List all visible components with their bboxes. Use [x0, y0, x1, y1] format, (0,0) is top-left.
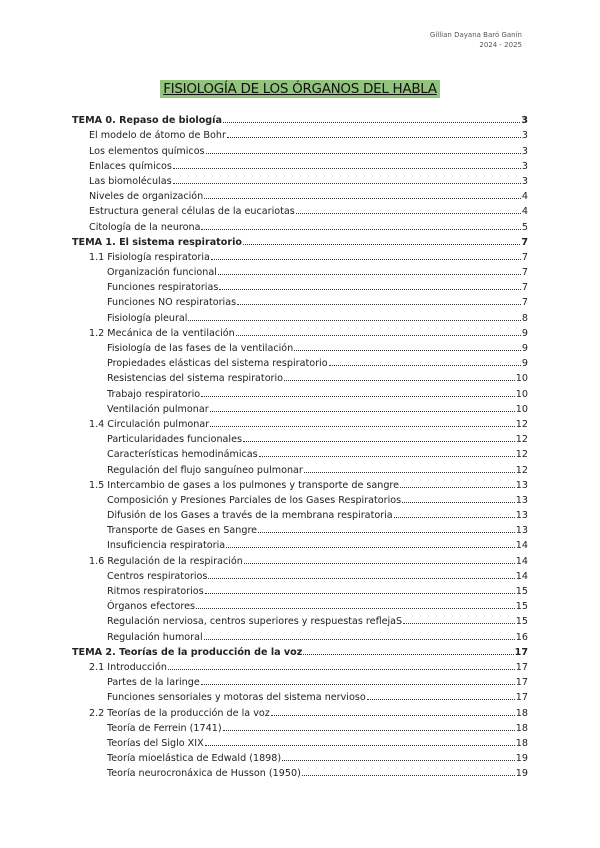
toc-entry-label: Funciones sensoriales y motoras del sistema nervioso [107, 692, 366, 704]
toc-entry-label: Organización funcional [107, 267, 217, 279]
toc-page-number: 9 [521, 343, 528, 354]
toc-section-entry[interactable] [72, 141, 528, 156]
toc-section-entry[interactable] [72, 126, 528, 141]
toc-dot-leader [294, 350, 521, 351]
toc-page-number: 14 [515, 555, 528, 567]
toc-page-number: 12 [515, 464, 528, 476]
toc-entry-label: Citología de la neurona [89, 221, 201, 233]
toc-page-number: 7 [521, 282, 528, 294]
toc-dot-leader [196, 608, 515, 609]
toc-entry-label: Regulación humoral [107, 631, 203, 643]
toc-subsection-entry[interactable] [72, 430, 528, 445]
toc-dot-leader [284, 380, 515, 381]
toc-dot-leader [243, 441, 515, 442]
toc-entry-label: 1.1 Fisiología respiratoria [89, 251, 210, 263]
toc-subsection-entry[interactable] [72, 582, 528, 597]
toc-chapter-entry[interactable] [72, 643, 528, 658]
toc-entry-label: Teoría mioelástica de Edwald (1898) [107, 753, 282, 765]
toc-page-number: 12 [515, 449, 528, 461]
toc-entry-label: Ritmos respiratorios [107, 586, 204, 597]
toc-entry-label: Órganos efectores [107, 601, 196, 613]
toc-section-entry[interactable] [72, 415, 528, 430]
toc-page-number: 5 [521, 221, 528, 233]
title-text: FISIOLOGÍA DE LOS ÓRGANOS DEL HABLA [160, 80, 440, 98]
toc-page-number: 13 [515, 510, 528, 522]
toc-section-entry[interactable] [72, 324, 528, 339]
toc-entry-label: Fisiología de las fases de la ventilación [107, 343, 294, 354]
toc-dot-leader [201, 229, 520, 230]
toc-dot-leader [205, 593, 515, 594]
toc-page-number: 7 [521, 251, 528, 263]
toc-page-number: 15 [515, 616, 528, 628]
document-header [430, 30, 522, 50]
toc-entry-label: Niveles de organización [89, 191, 204, 203]
toc-subsection-entry[interactable] [72, 263, 528, 278]
toc-subsection-entry[interactable] [72, 764, 528, 779]
toc-page-number: 15 [515, 601, 528, 613]
toc-page-number: 18 [515, 737, 528, 749]
toc-dot-leader [173, 183, 521, 184]
toc-dot-leader [302, 775, 515, 776]
toc-page-number: 14 [515, 570, 528, 582]
toc-page-number: 8 [521, 312, 528, 324]
toc-page-number: 13 [515, 494, 528, 506]
toc-dot-leader [223, 730, 515, 731]
toc-subsection-entry[interactable] [72, 688, 528, 703]
toc-page-number: 7 [521, 267, 528, 279]
toc-entry-label: Enlaces químicos [89, 160, 172, 172]
toc-subsection-entry[interactable] [72, 491, 528, 506]
toc-chapter-entry[interactable] [72, 233, 528, 248]
toc-entry-label: Difusión de los Gases a través de la membrana respiratoria [107, 510, 393, 522]
toc-entry-label: Estructura general células de la eucariotas [89, 206, 295, 218]
toc-dot-leader [223, 122, 520, 123]
toc-entry-label: 2.2 Teorías de la producción de la voz [89, 707, 270, 719]
toc-page-number: 19 [515, 768, 528, 780]
toc-page-number: 3 [521, 130, 528, 142]
toc-page-number: 16 [515, 631, 528, 643]
toc-section-entry[interactable] [72, 551, 528, 566]
toc-dot-leader [173, 168, 521, 169]
toc-dot-leader [303, 654, 513, 655]
toc-dot-leader [243, 244, 520, 245]
toc-dot-leader [211, 259, 521, 260]
toc-subsection-entry[interactable] [72, 293, 528, 308]
toc-subsection-entry[interactable] [72, 567, 528, 582]
toc-page-number: 9 [521, 327, 528, 339]
toc-dot-leader [219, 289, 521, 290]
toc-dot-leader [208, 578, 514, 579]
table-of-contents [72, 111, 528, 779]
toc-dot-leader [206, 153, 521, 154]
toc-page-number: 3 [521, 175, 528, 187]
toc-page-number: 17 [515, 677, 528, 689]
document-title [0, 78, 600, 98]
toc-section-entry[interactable] [72, 202, 528, 217]
toc-section-entry[interactable] [72, 248, 528, 263]
toc-dot-leader [204, 198, 521, 199]
toc-page-number: 12 [515, 434, 528, 446]
toc-dot-leader [394, 517, 515, 518]
toc-section-entry[interactable] [72, 157, 528, 172]
toc-page-number: 14 [515, 540, 528, 552]
toc-entry-label: Trabajo respiratorio [107, 388, 201, 400]
toc-page-number: 10 [515, 388, 528, 400]
toc-section-entry[interactable] [72, 217, 528, 232]
toc-section-entry[interactable] [72, 658, 528, 673]
toc-dot-leader [403, 623, 515, 624]
toc-page-number: 15 [515, 586, 528, 597]
toc-entry-label: Funciones respiratorias [107, 282, 219, 294]
toc-subsection-entry[interactable] [72, 308, 528, 323]
toc-entry-label: Ventilación pulmonar [107, 403, 209, 415]
toc-dot-leader [367, 699, 515, 700]
toc-entry-label: 1.5 Intercambio de gases a los pulmones y transporte de sangre [89, 479, 400, 491]
toc-subsection-entry[interactable] [72, 384, 528, 399]
toc-section-entry[interactable] [72, 703, 528, 718]
toc-page-number: 7 [521, 297, 528, 309]
toc-dot-leader [168, 669, 515, 670]
toc-chapter-entry[interactable] [72, 111, 528, 126]
toc-entry-label: Funciones NO respiratorias [107, 297, 237, 309]
toc-dot-leader [244, 563, 515, 564]
toc-dot-leader [258, 532, 515, 533]
toc-subsection-entry[interactable] [72, 734, 528, 749]
toc-page-number: 13 [515, 525, 528, 537]
toc-entry-label: El modelo de átomo de Bohr [89, 130, 226, 142]
toc-dot-leader [282, 760, 515, 761]
toc-subsection-entry[interactable] [72, 627, 528, 642]
toc-entry-label: TEMA 1. El sistema respiratorio [72, 236, 242, 248]
toc-subsection-entry[interactable] [72, 278, 528, 293]
toc-page-number: 9 [521, 358, 528, 370]
toc-subsection-entry[interactable] [72, 400, 528, 415]
toc-page-number: 13 [515, 479, 528, 491]
toc-subsection-entry[interactable] [72, 369, 528, 384]
toc-entry-label: Teorías del Siglo XIX [107, 737, 204, 749]
toc-dot-leader [201, 396, 515, 397]
toc-dot-leader [236, 335, 521, 336]
toc-dot-leader [188, 320, 520, 321]
toc-page-number: 17 [514, 646, 528, 658]
toc-entry-label: Composición y Presiones Parciales de los Gases Respiratorios [107, 494, 402, 506]
toc-entry-label: 2.1 Introducción [89, 661, 167, 673]
toc-dot-leader [402, 502, 515, 503]
toc-page-number: 18 [515, 722, 528, 734]
toc-dot-leader [204, 639, 515, 640]
toc-entry-label: TEMA 0. Repaso de biología [72, 115, 222, 127]
toc-page-number: 3 [521, 115, 528, 127]
toc-page-number: 18 [515, 707, 528, 719]
toc-entry-label: Partes de la laringe [107, 677, 200, 689]
toc-subsection-entry[interactable] [72, 445, 528, 460]
toc-entry-label: Transporte de Gases en Sangre [107, 525, 258, 537]
toc-section-entry[interactable] [72, 187, 528, 202]
toc-page-number: 17 [515, 661, 528, 673]
toc-dot-leader [296, 213, 521, 214]
toc-entry-label: 1.6 Regulación de la respiración [89, 555, 243, 567]
academic-year: 2024 - 2025 [479, 41, 522, 49]
toc-dot-leader [226, 547, 515, 548]
toc-subsection-entry[interactable] [72, 597, 528, 612]
author-name: Gillian Dayana Baró Ganín [429, 31, 522, 39]
toc-page-number: 19 [515, 753, 528, 765]
toc-entry-label: TEMA 2. Teorías de la producción de la voz [72, 646, 303, 658]
toc-subsection-entry[interactable] [72, 339, 528, 354]
toc-entry-label: Regulación nerviosa, centros superiores y respuestas reflejaS [107, 616, 403, 628]
toc-subsection-entry[interactable] [72, 719, 528, 734]
toc-subsection-entry[interactable] [72, 612, 528, 627]
toc-page-number: 4 [521, 206, 528, 218]
toc-subsection-entry[interactable] [72, 354, 528, 369]
toc-page-number: 17 [515, 692, 528, 704]
toc-dot-leader [218, 274, 521, 275]
toc-page-number: 3 [521, 145, 528, 157]
toc-dot-leader [400, 487, 515, 488]
toc-dot-leader [205, 745, 515, 746]
toc-dot-leader [259, 456, 515, 457]
toc-dot-leader [271, 715, 515, 716]
toc-entry-label: Particularidades funcionales [107, 434, 242, 446]
toc-subsection-entry[interactable] [72, 460, 528, 475]
toc-dot-leader [237, 304, 521, 305]
toc-page-number: 3 [521, 160, 528, 172]
toc-subsection-entry[interactable] [72, 521, 528, 536]
toc-entry-label: Teoría neurocronáxica de Husson (1950) [107, 768, 301, 780]
toc-subsection-entry[interactable] [72, 749, 528, 764]
toc-entry-label: Resistencias del sistema respiratorio [107, 373, 284, 385]
toc-page-number: 12 [515, 418, 528, 430]
toc-dot-leader [210, 426, 515, 427]
toc-page-number: 4 [521, 191, 528, 203]
toc-entry-label: Insuficiencia respiratoria [107, 540, 226, 552]
toc-subsection-entry[interactable] [72, 536, 528, 551]
toc-dot-leader [227, 137, 521, 138]
toc-entry-label: Las biomoléculas [89, 175, 172, 187]
toc-entry-label: 1.4 Circulación pulmonar [89, 418, 210, 430]
toc-entry-label: Fisiología pleural [107, 312, 188, 324]
toc-entry-label: Propiedades elásticas del sistema respiratorio [107, 358, 328, 370]
toc-entry-label: Teoría de Ferrein (1741) [107, 722, 222, 734]
toc-page-number: 10 [515, 403, 528, 415]
toc-dot-leader [210, 411, 515, 412]
toc-subsection-entry[interactable] [72, 506, 528, 521]
toc-entry-label: Centros respiratorios [107, 570, 208, 582]
toc-page-number: 7 [521, 236, 528, 248]
toc-page-number: 10 [515, 373, 528, 385]
toc-dot-leader [201, 684, 515, 685]
toc-section-entry[interactable] [72, 172, 528, 187]
toc-entry-label: Regulación del flujo sanguíneo pulmonar [107, 464, 303, 476]
toc-subsection-entry[interactable] [72, 673, 528, 688]
toc-entry-label: Los elementos químicos [89, 145, 205, 157]
toc-section-entry[interactable] [72, 476, 528, 491]
toc-dot-leader [304, 472, 515, 473]
toc-entry-label: Características hemodinámicas [107, 449, 258, 461]
toc-dot-leader [329, 365, 521, 366]
toc-entry-label: 1.2 Mecánica de la ventilación [89, 327, 235, 339]
